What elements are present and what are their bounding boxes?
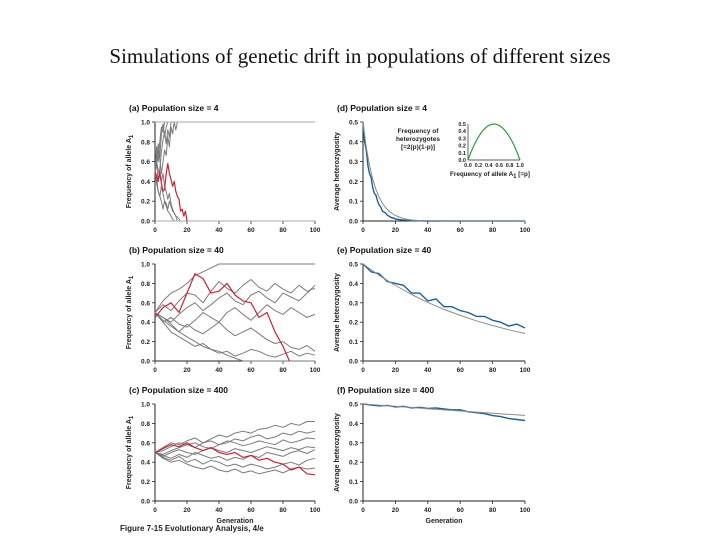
- panel-b: [126, 245, 321, 374]
- x-tick-label: 80: [279, 367, 287, 374]
- inset-y-tick-label: 0.1: [458, 150, 466, 157]
- y-tick-label: 0.5: [348, 119, 358, 127]
- x-tick-label: 0: [153, 367, 157, 374]
- inset-y-tick-label: 0.5: [458, 122, 466, 128]
- figure-caption: Figure 7-15 Evolutionary Analysis, 4/e: [120, 524, 264, 533]
- page-title: Simulations of genetic drift in populations of different sizes: [109, 44, 611, 68]
- x-tick-label: 20: [391, 367, 400, 374]
- inset-x-tick-label: 0.4: [484, 163, 493, 169]
- expected-heterozygosity-line: [363, 404, 525, 415]
- inset-y-tick-label: 0.4: [458, 129, 466, 136]
- drift-line-highlight: [155, 274, 289, 361]
- y-axis-label: Average heterozygosity: [334, 273, 341, 352]
- inset-x-tick-label: 0.8: [505, 163, 514, 169]
- y-tick-label: 0.5: [348, 261, 358, 269]
- inset-label: heterozygotes: [395, 136, 441, 143]
- drift-line: [155, 264, 315, 313]
- inset-y-tick-label: 0.3: [458, 136, 466, 143]
- inset-x-tick-label: 0.0: [464, 163, 472, 169]
- x-tick-label: 0: [153, 227, 157, 234]
- y-tick-label: 0.2: [348, 459, 358, 467]
- x-tick-label: 60: [247, 507, 255, 514]
- y-tick-label: 0.2: [140, 339, 150, 347]
- x-tick-label: 60: [247, 227, 255, 234]
- y-tick-label: 0.2: [140, 198, 150, 206]
- x-tick-label: 100: [519, 227, 531, 234]
- panel-title: (e) Population size = 40: [337, 245, 432, 255]
- x-tick-label: 0: [153, 507, 157, 514]
- y-tick-label: 0.4: [348, 280, 358, 288]
- inset-y-tick-label: 0.2: [458, 143, 466, 150]
- y-tick-label: 0.4: [140, 459, 150, 467]
- expected-heterozygosity-line: [363, 264, 525, 334]
- y-axis-label: Frequency of allele A1: [126, 134, 135, 209]
- inset-x-tick-label: 0.2: [474, 163, 483, 169]
- x-tick-label: 20: [183, 227, 191, 234]
- x-tick-label: 80: [488, 507, 497, 514]
- x-tick-label: 20: [183, 367, 191, 374]
- inset-x-label: Frequency of allele A1 [=p]: [450, 171, 530, 180]
- panel-c: [126, 385, 321, 525]
- y-tick-label: 0.0: [140, 218, 150, 226]
- panel-title: (f) Population size = 400: [337, 385, 435, 395]
- inset-y-tick-label: 0.0: [458, 158, 466, 164]
- y-tick-label: 0.8: [140, 139, 150, 147]
- panel-f: [334, 385, 531, 525]
- x-axis-label: Generation: [216, 518, 254, 525]
- panel-d: [334, 103, 531, 234]
- inset-parabola-line: [468, 124, 520, 160]
- inset-x-tick-label: 1.0: [516, 163, 524, 169]
- y-axis-label: Frequency of allele A1: [126, 275, 135, 350]
- x-tick-label: 0: [361, 367, 365, 374]
- drift-line: [155, 285, 315, 322]
- x-tick-label: 60: [456, 507, 464, 514]
- y-tick-label: 0.1: [348, 339, 358, 347]
- y-axis-label: Frequency of allele A1: [126, 415, 135, 490]
- y-axis-label: Average heterozygosity: [334, 132, 341, 211]
- y-tick-label: 0.0: [348, 498, 358, 506]
- y-tick-label: 1.0: [140, 261, 150, 269]
- x-tick-label: 100: [519, 367, 531, 374]
- y-tick-label: 0.3: [348, 440, 358, 448]
- x-tick-label: 40: [424, 507, 432, 514]
- y-tick-label: 0.6: [140, 440, 150, 448]
- inset-plot: [396, 122, 530, 180]
- y-tick-label: 0.4: [348, 139, 358, 147]
- panel-title: (d) Population size = 4: [337, 103, 427, 113]
- x-axis-label: Generation: [425, 518, 463, 525]
- panel-title: (a) Population size = 4: [129, 103, 219, 113]
- y-tick-label: 0.1: [348, 479, 358, 487]
- y-tick-label: 0.4: [140, 319, 150, 327]
- x-tick-label: 60: [456, 367, 464, 374]
- x-tick-label: 40: [215, 367, 223, 374]
- y-tick-label: 0.8: [140, 420, 150, 428]
- x-tick-label: 20: [183, 507, 191, 514]
- drift-line: [155, 305, 315, 327]
- y-tick-label: 0.5: [348, 401, 358, 409]
- observed-heterozygosity-line: [363, 404, 525, 421]
- x-tick-label: 100: [309, 227, 321, 234]
- y-tick-label: 0.2: [140, 479, 150, 487]
- inset-x-tick-label: 0.6: [495, 163, 504, 169]
- x-tick-label: 100: [519, 507, 531, 514]
- y-axis-label: Average heterozygosity: [334, 413, 341, 492]
- panel-title: (c) Population size = 400: [129, 385, 228, 395]
- y-tick-label: 0.3: [348, 300, 358, 308]
- y-tick-label: 0.4: [348, 420, 358, 428]
- x-tick-label: 20: [391, 507, 400, 514]
- panel-e: [334, 245, 531, 374]
- y-tick-label: 0.0: [140, 498, 150, 506]
- x-tick-label: 80: [279, 507, 287, 514]
- x-tick-label: 20: [391, 227, 400, 234]
- x-tick-label: 100: [309, 367, 321, 374]
- y-tick-label: 1.0: [140, 401, 150, 409]
- x-tick-label: 40: [424, 227, 432, 234]
- y-tick-label: 0.0: [348, 218, 358, 226]
- x-tick-label: 60: [456, 227, 464, 234]
- panel-a: [126, 103, 321, 234]
- inset-label: [=2(p)(1-p)]: [400, 144, 436, 151]
- x-tick-label: 40: [424, 367, 432, 374]
- y-tick-label: 0.3: [348, 159, 358, 167]
- drift-line-highlight: [155, 164, 187, 221]
- y-tick-label: 0.0: [140, 358, 150, 366]
- drift-line: [155, 313, 315, 358]
- y-tick-label: 0.0: [348, 358, 358, 366]
- drift-line: [155, 453, 315, 474]
- y-tick-label: 0.6: [140, 300, 150, 308]
- x-tick-label: 0: [361, 507, 365, 514]
- x-tick-label: 0: [361, 227, 365, 234]
- y-tick-label: 0.1: [348, 198, 358, 206]
- x-tick-label: 80: [488, 367, 497, 374]
- inset-label: Frequency of: [397, 128, 439, 135]
- x-tick-label: 100: [309, 507, 321, 514]
- x-tick-label: 80: [488, 227, 497, 234]
- x-tick-label: 60: [247, 367, 255, 374]
- observed-heterozygosity-line: [363, 264, 525, 328]
- panel-title: (b) Population size = 40: [129, 245, 224, 255]
- drift-line: [155, 450, 315, 461]
- y-tick-label: 0.2: [348, 178, 358, 186]
- y-tick-label: 0.2: [348, 319, 358, 327]
- y-tick-label: 0.8: [140, 280, 150, 288]
- y-tick-label: 1.0: [140, 119, 150, 127]
- x-tick-label: 80: [279, 227, 287, 234]
- y-tick-label: 0.4: [140, 178, 150, 186]
- x-tick-label: 40: [215, 507, 223, 514]
- y-tick-label: 0.6: [140, 159, 150, 167]
- x-tick-label: 40: [215, 227, 223, 234]
